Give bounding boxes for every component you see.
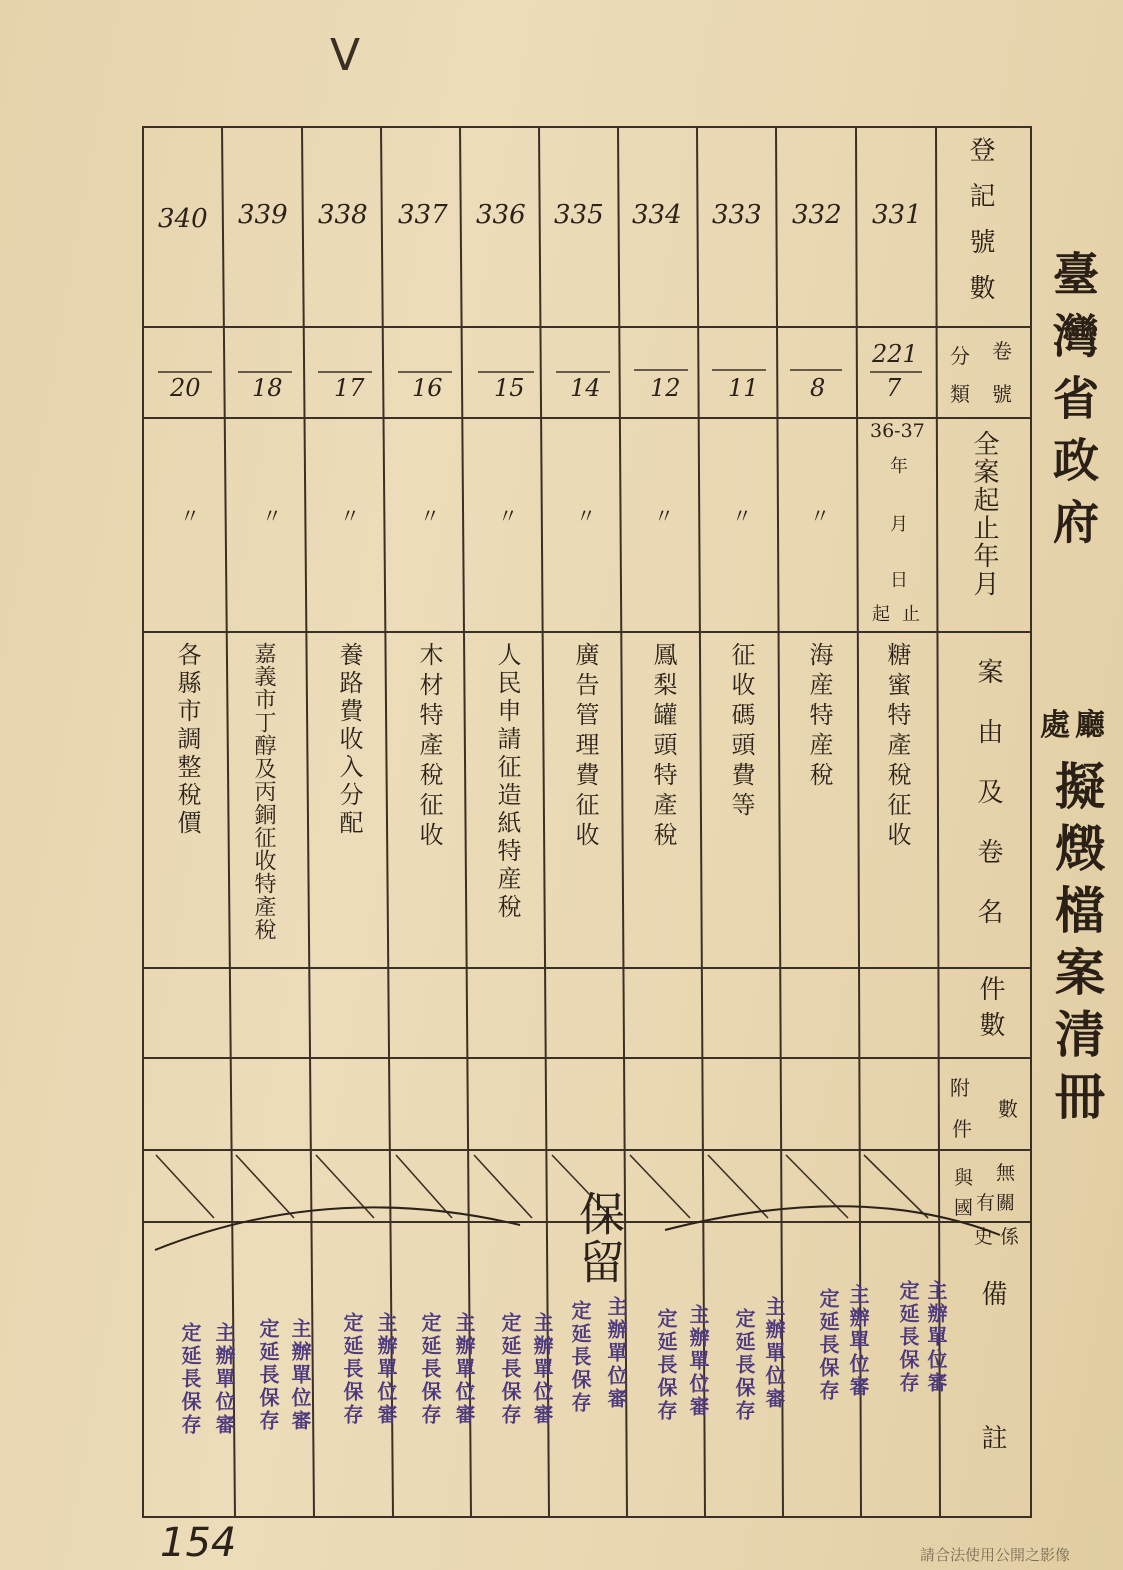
row-336-cls: 15 bbox=[494, 374, 525, 402]
stamp-row-331-a: 主辦單位審 bbox=[924, 1280, 948, 1395]
row-331-cls: 7 bbox=[886, 374, 902, 402]
row-332-reg: 332 bbox=[792, 200, 842, 230]
handwritten-keep: 保留 bbox=[572, 1190, 626, 1286]
stamp-row-331-b: 定延長保存 bbox=[896, 1280, 920, 1395]
header-count: 件數 bbox=[975, 975, 1005, 1047]
stamp-row-337-b: 定延長保存 bbox=[418, 1312, 442, 1427]
header-relation-guan: 關 bbox=[996, 1192, 1016, 1214]
row-337-cls: 16 bbox=[412, 374, 443, 402]
row-338-ditto: 〃 bbox=[340, 504, 360, 528]
row-331-vol: 221 bbox=[872, 340, 918, 368]
header-remarks: 備註 bbox=[977, 1280, 1007, 1568]
stamp-row-338-b: 定延長保存 bbox=[340, 1312, 364, 1427]
stamp-row-335-b: 定延長保存 bbox=[568, 1300, 592, 1415]
row-337-subject: 木材特產稅征收 bbox=[415, 642, 443, 852]
corner-mark: V bbox=[330, 30, 361, 81]
title-province: 臺灣省政府 bbox=[1046, 250, 1100, 560]
title-unit-suffix2: 處 bbox=[1040, 708, 1070, 743]
header-attach-b: 件 bbox=[952, 1117, 972, 1141]
row-332-subject: 海産特産稅 bbox=[805, 642, 833, 792]
header-period-day: 日 bbox=[890, 570, 908, 591]
title-document: 擬燬檔案清冊 bbox=[1047, 760, 1106, 1132]
row-334-cls: 12 bbox=[650, 374, 681, 402]
row-340-ditto: 〃 bbox=[180, 504, 200, 528]
stamp-row-334-b: 定延長保存 bbox=[654, 1308, 678, 1423]
stamp-row-336-b: 定延長保存 bbox=[498, 1312, 522, 1427]
stamp-row-333-a: 主辦單位審 bbox=[762, 1296, 786, 1411]
header-class-top: 分 bbox=[950, 344, 970, 368]
header-relation-xi: 係 bbox=[1000, 1226, 1020, 1248]
row-331-period: 36-37 bbox=[870, 420, 925, 442]
header-period-year: 年 bbox=[890, 456, 908, 477]
row-334-ditto: 〃 bbox=[654, 504, 674, 528]
header-registration: 登記號數 bbox=[965, 136, 995, 320]
row-333-cls: 11 bbox=[728, 374, 759, 402]
stamp-row-337-a: 主辦單位審 bbox=[452, 1312, 476, 1427]
row-336-subject: 人民申請征造紙特産稅 bbox=[493, 642, 521, 922]
row-335-subject: 廣告管理費征收 bbox=[571, 642, 599, 852]
header-period-end: 止 bbox=[902, 604, 920, 625]
row-335-cls: 14 bbox=[570, 374, 601, 402]
stamp-row-340-a: 主辦單位審 bbox=[212, 1322, 236, 1437]
page-number: 154 bbox=[160, 1520, 237, 1566]
row-335-ditto: 〃 bbox=[576, 504, 596, 528]
row-340-reg: 340 bbox=[158, 204, 208, 234]
row-340-cls: 20 bbox=[170, 374, 201, 402]
header-relation-has: 有 bbox=[976, 1192, 996, 1214]
row-337-ditto: 〃 bbox=[420, 504, 440, 528]
row-332-ditto: 〃 bbox=[810, 504, 830, 528]
stamp-row-335-a: 主辦單位審 bbox=[604, 1296, 628, 1411]
header-volume-bottom: 號 bbox=[992, 382, 1012, 406]
row-336-ditto: 〃 bbox=[498, 504, 518, 528]
row-338-cls: 17 bbox=[334, 374, 365, 402]
header-subject: 案由及卷名 bbox=[973, 658, 1003, 958]
row-335-reg: 335 bbox=[554, 200, 604, 230]
row-333-reg: 333 bbox=[712, 200, 762, 230]
row-338-reg: 338 bbox=[318, 200, 368, 230]
stamp-row-339-b: 定延長保存 bbox=[256, 1318, 280, 1433]
header-period: 全案起止年月 bbox=[969, 430, 999, 598]
row-333-ditto: 〃 bbox=[732, 504, 752, 528]
stamp-row-332-a: 主辦單位審 bbox=[846, 1284, 870, 1399]
header-period-start: 起 bbox=[872, 604, 890, 625]
header-relation-shi: 史 bbox=[974, 1226, 994, 1248]
row-333-subject: 征收碼頭費等 bbox=[727, 642, 755, 822]
row-332-cls: 8 bbox=[810, 374, 826, 402]
row-337-reg: 337 bbox=[398, 200, 448, 230]
stamp-row-338-a: 主辦單位審 bbox=[374, 1312, 398, 1427]
header-relation-yu: 與 bbox=[954, 1167, 974, 1189]
row-334-subject: 鳳梨罐頭特產稅 bbox=[649, 642, 677, 852]
stamp-row-333-b: 定延長保存 bbox=[732, 1308, 756, 1423]
header-volume-top: 卷 bbox=[992, 339, 1012, 363]
stamp-row-336-a: 主辦單位審 bbox=[530, 1312, 554, 1427]
header-relation-none: 無 bbox=[996, 1162, 1016, 1184]
header-relation-guo: 國 bbox=[954, 1197, 974, 1219]
title-unit-suffix: 廳 bbox=[1075, 708, 1105, 743]
row-339-cls: 18 bbox=[252, 374, 283, 402]
stamp-row-332-b: 定延長保存 bbox=[816, 1288, 840, 1403]
row-331-reg: 331 bbox=[872, 200, 922, 230]
stamp-row-339-a: 主辦單位審 bbox=[288, 1318, 312, 1433]
footer-notice: 請合法使用公開之影像 bbox=[920, 1546, 1071, 1564]
header-period-month: 月 bbox=[890, 514, 908, 535]
row-339-reg: 339 bbox=[238, 200, 288, 230]
stamp-row-340-b: 定延長保存 bbox=[178, 1322, 202, 1437]
row-336-reg: 336 bbox=[476, 200, 526, 230]
header-class-bottom: 類 bbox=[950, 382, 970, 406]
row-339-ditto: 〃 bbox=[262, 504, 282, 528]
header-attach-a: 附 bbox=[950, 1076, 970, 1100]
row-339-subject: 嘉義市丁醇及丙銅征收特產稅 bbox=[251, 642, 276, 941]
row-338-subject: 養路費收入分配 bbox=[335, 642, 363, 838]
row-331-subject: 糖蜜特產稅征收 bbox=[883, 642, 911, 852]
header-attach-top: 數 bbox=[998, 1097, 1018, 1121]
row-334-reg: 334 bbox=[632, 200, 682, 230]
row-340-subject: 各縣市調整稅價 bbox=[173, 642, 201, 838]
stamp-row-334-a: 主辦單位審 bbox=[686, 1304, 710, 1419]
